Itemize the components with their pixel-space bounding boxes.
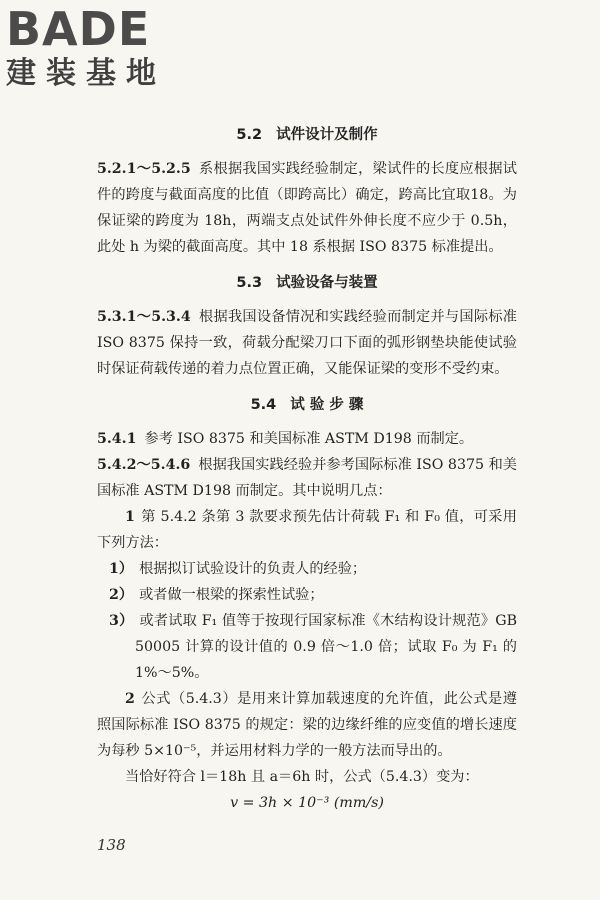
clause-number: 5.2.1～5.2.5 [97, 161, 191, 177]
logo-brand: BADE [6, 2, 151, 56]
logo-subtitle: 建装基地 [6, 56, 166, 91]
section-number: 5.4 [250, 397, 277, 413]
list-item-text: 或者试取 F₁ 值等于按现行国家标准《木结构设计规范》GB 50005 计算的设计值的 0.9 倍～1.0 倍；试取 F₀ 为 F₁ 的 1%～5%。 [135, 613, 517, 681]
list-item [109, 556, 517, 582]
section-heading-5-3 [97, 268, 517, 298]
section-title: 试件设计及制作 [276, 127, 378, 143]
paragraph-number: 1 [125, 509, 135, 525]
section-number: 5.2 [236, 127, 263, 143]
clause-number: 5.4.2～5.4.6 [97, 457, 191, 473]
clause-paragraph [97, 426, 517, 452]
list-item-number: 3） [109, 613, 134, 629]
numbered-paragraph [97, 686, 517, 764]
list-item [109, 608, 517, 686]
clause-text: 参考 ISO 8375 和美国标准 ASTM D198 而制定。 [144, 431, 474, 447]
section-title: 试验设备与装置 [276, 275, 378, 291]
section-heading-5-2 [97, 120, 517, 150]
section-title: 试 验 步 骤 [290, 397, 364, 413]
list-item-text: 或者做一根梁的探索性试验； [139, 587, 324, 603]
formula: v = 3h × 10⁻³ (mm/s) [230, 795, 384, 811]
section-number: 5.3 [236, 275, 263, 291]
clause-paragraph [97, 156, 517, 260]
list-item [109, 582, 517, 608]
list-item-text: 根据拟订试验设计的负责人的经验； [139, 561, 367, 577]
list-item-number: 2） [109, 587, 134, 603]
page-number: 138 [97, 836, 126, 854]
numbered-paragraph [97, 504, 517, 556]
clause-number: 5.4.1 [97, 431, 137, 447]
clause-text: 根据我国设备情况和实践经验而制定并与国际标准 ISO 8375 保持一致，荷载分配梁刀口下面的弧形钢垫块能使试验时保证荷载传递的着力点位置正确，又能保证梁的变形不受约束。 [97, 309, 517, 377]
clause-paragraph [97, 304, 517, 382]
paragraph-text: 公式（5.4.3）是用来计算加载速度的允许值，此公式是遵照国际标准 ISO 8375 的规定：梁的边缘纤维的应变值的增长速度为每秒 5×10⁻⁵，并运用材料力学的一般方法而导出的。 [97, 691, 517, 759]
list-item-number: 1） [109, 561, 134, 577]
paragraph-number: 2 [125, 691, 135, 707]
clause-number: 5.3.1～5.3.4 [97, 309, 191, 325]
section-heading-5-4 [97, 390, 517, 420]
formula-intro: 当恰好符合 l＝18h 且 a＝6h 时，公式（5.4.3）变为： [125, 769, 479, 785]
clause-text: 根据我国实践经验并参考国际标准 ISO 8375 和美国标准 ASTM D198 而制定。其中说明几点： [97, 457, 517, 499]
watermark-logo [6, 4, 181, 92]
clause-text: 系根据我国实践经验制定，梁试件的长度应根据试件的跨度与截面高度的比值（即跨高比）确定，跨高比宜取18。为保证梁的跨度为 18h，两端支点处试件外伸长度不应少于 0.5h，此处 h 为梁的截面高度。其中 18 系根据 ISO 8375 标准提出。 [97, 161, 517, 255]
document-page [97, 120, 517, 816]
paragraph-text: 第 5.4.2 条第 3 款要求预先估计荷载 F₁ 和 F₀ 值，可采用下列方法： [97, 509, 517, 551]
clause-paragraph [97, 452, 517, 504]
